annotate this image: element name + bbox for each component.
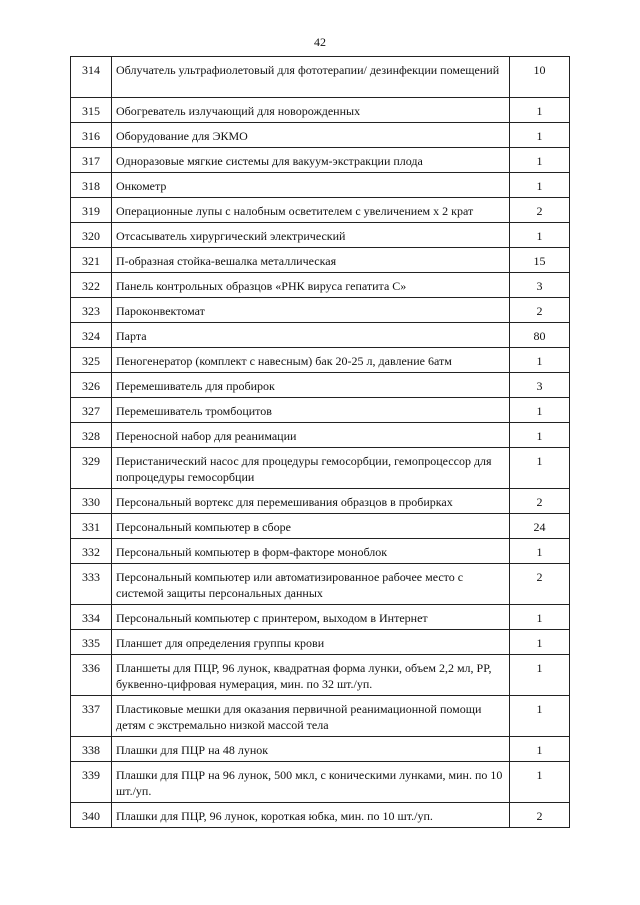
item-quantity: 1 bbox=[510, 173, 570, 198]
item-name: Обогреватель излучающий для новорожденных bbox=[112, 98, 510, 123]
item-name: Перистанический насос для процедуры гемосорбции, гемопроцессор для попроцедуры гемосорбции bbox=[112, 448, 510, 489]
item-name: Персональный компьютер или автоматизированное рабочее место с системой защиты персональных данных bbox=[112, 564, 510, 605]
item-name: Плашки для ПЦР на 48 лунок bbox=[112, 737, 510, 762]
item-name: Планшеты для ПЦР, 96 лунок, квадратная форма лунки, объем 2,2 мл, PP, буквенно-цифровая нумерация, мин. по 32 шт./уп. bbox=[112, 655, 510, 696]
row-number: 332 bbox=[71, 539, 112, 564]
table-row bbox=[71, 696, 570, 737]
item-name: Персональный компьютер в форм-факторе моноблок bbox=[112, 539, 510, 564]
table-row bbox=[71, 539, 570, 564]
item-quantity: 2 bbox=[510, 198, 570, 223]
item-name: Операционные лупы с налобным осветителем с увеличением х 2 крат bbox=[112, 198, 510, 223]
table-row bbox=[71, 655, 570, 696]
row-number: 315 bbox=[71, 98, 112, 123]
row-number: 337 bbox=[71, 696, 112, 737]
row-number: 330 bbox=[71, 489, 112, 514]
item-name: Оборудование для ЭКМО bbox=[112, 123, 510, 148]
item-quantity: 1 bbox=[510, 696, 570, 737]
item-quantity: 1 bbox=[510, 148, 570, 173]
item-name: Переносной набор для реанимации bbox=[112, 423, 510, 448]
row-number: 319 bbox=[71, 198, 112, 223]
row-number: 329 bbox=[71, 448, 112, 489]
row-number: 339 bbox=[71, 762, 112, 803]
row-number: 335 bbox=[71, 630, 112, 655]
table-row bbox=[71, 448, 570, 489]
table-row bbox=[71, 348, 570, 373]
item-name: Отсасыватель хирургический электрический bbox=[112, 223, 510, 248]
item-quantity: 2 bbox=[510, 803, 570, 828]
item-quantity: 1 bbox=[510, 123, 570, 148]
item-name: Пароконвектомат bbox=[112, 298, 510, 323]
row-number: 326 bbox=[71, 373, 112, 398]
table-row bbox=[71, 737, 570, 762]
row-number: 325 bbox=[71, 348, 112, 373]
row-number: 324 bbox=[71, 323, 112, 348]
item-quantity: 2 bbox=[510, 564, 570, 605]
item-name: Одноразовые мягкие системы для вакуум-экстракции плода bbox=[112, 148, 510, 173]
item-name: Плашки для ПЦР, 96 лунок, короткая юбка, мин. по 10 шт./уп. bbox=[112, 803, 510, 828]
table-row bbox=[71, 173, 570, 198]
item-name: Панель контрольных образцов «РНК вируса гепатита С» bbox=[112, 273, 510, 298]
item-quantity: 1 bbox=[510, 762, 570, 803]
item-name: Персональный компьютер в сборе bbox=[112, 514, 510, 539]
row-number: 320 bbox=[71, 223, 112, 248]
table-row bbox=[71, 605, 570, 630]
page-number: 42 bbox=[314, 35, 326, 49]
item-name: П-образная стойка-вешалка металлическая bbox=[112, 248, 510, 273]
item-name: Планшет для определения группы крови bbox=[112, 630, 510, 655]
item-quantity: 1 bbox=[510, 539, 570, 564]
row-number: 314 bbox=[71, 57, 112, 98]
row-number: 340 bbox=[71, 803, 112, 828]
table-row bbox=[71, 803, 570, 828]
item-quantity: 3 bbox=[510, 373, 570, 398]
item-name: Персональный вортекс для перемешивания образцов в пробирках bbox=[112, 489, 510, 514]
item-quantity: 1 bbox=[510, 98, 570, 123]
table-row bbox=[71, 423, 570, 448]
item-name: Пластиковые мешки для оказания первичной реанимационной помощи детям с экстремально низкой массой тела bbox=[112, 696, 510, 737]
item-name: Персональный компьютер с принтером, выходом в Интернет bbox=[112, 605, 510, 630]
item-quantity: 80 bbox=[510, 323, 570, 348]
row-number: 322 bbox=[71, 273, 112, 298]
item-quantity: 3 bbox=[510, 273, 570, 298]
table-row bbox=[71, 373, 570, 398]
table-row bbox=[71, 489, 570, 514]
row-number: 316 bbox=[71, 123, 112, 148]
table-row bbox=[71, 123, 570, 148]
item-quantity: 1 bbox=[510, 348, 570, 373]
table-row bbox=[71, 298, 570, 323]
item-quantity: 1 bbox=[510, 448, 570, 489]
table-row bbox=[71, 57, 570, 98]
item-quantity: 15 bbox=[510, 248, 570, 273]
row-number: 328 bbox=[71, 423, 112, 448]
table-row bbox=[71, 514, 570, 539]
item-name: Онкометр bbox=[112, 173, 510, 198]
row-number: 333 bbox=[71, 564, 112, 605]
table-row bbox=[71, 273, 570, 298]
item-name: Пеногенератор (комплект с навесным) бак 20-25 л, давление 6атм bbox=[112, 348, 510, 373]
item-name: Перемешиватель для пробирок bbox=[112, 373, 510, 398]
item-quantity: 1 bbox=[510, 655, 570, 696]
row-number: 338 bbox=[71, 737, 112, 762]
item-quantity: 24 bbox=[510, 514, 570, 539]
table-row bbox=[71, 762, 570, 803]
row-number: 317 bbox=[71, 148, 112, 173]
item-quantity: 1 bbox=[510, 605, 570, 630]
table-row bbox=[71, 630, 570, 655]
item-name: Перемешиватель тромбоцитов bbox=[112, 398, 510, 423]
row-number: 334 bbox=[71, 605, 112, 630]
table-row bbox=[71, 223, 570, 248]
item-quantity: 2 bbox=[510, 489, 570, 514]
item-name: Плашки для ПЦР на 96 лунок, 500 мкл, с коническими лунками, мин. по 10 шт./уп. bbox=[112, 762, 510, 803]
row-number: 321 bbox=[71, 248, 112, 273]
item-quantity: 1 bbox=[510, 737, 570, 762]
row-number: 323 bbox=[71, 298, 112, 323]
table-row bbox=[71, 98, 570, 123]
item-quantity: 1 bbox=[510, 398, 570, 423]
item-quantity: 1 bbox=[510, 423, 570, 448]
table-row bbox=[71, 148, 570, 173]
equipment-table bbox=[70, 56, 570, 828]
table-row bbox=[71, 564, 570, 605]
row-number: 318 bbox=[71, 173, 112, 198]
item-name: Облучатель ультрафиолетовый для фототерапии/ дезинфекции помещений bbox=[112, 57, 510, 98]
table-row bbox=[71, 398, 570, 423]
item-quantity: 1 bbox=[510, 223, 570, 248]
row-number: 327 bbox=[71, 398, 112, 423]
item-quantity: 1 bbox=[510, 630, 570, 655]
item-quantity: 10 bbox=[510, 57, 570, 98]
table-row bbox=[71, 198, 570, 223]
item-quantity: 2 bbox=[510, 298, 570, 323]
table-row bbox=[71, 323, 570, 348]
row-number: 336 bbox=[71, 655, 112, 696]
item-name: Парта bbox=[112, 323, 510, 348]
table-row bbox=[71, 248, 570, 273]
row-number: 331 bbox=[71, 514, 112, 539]
